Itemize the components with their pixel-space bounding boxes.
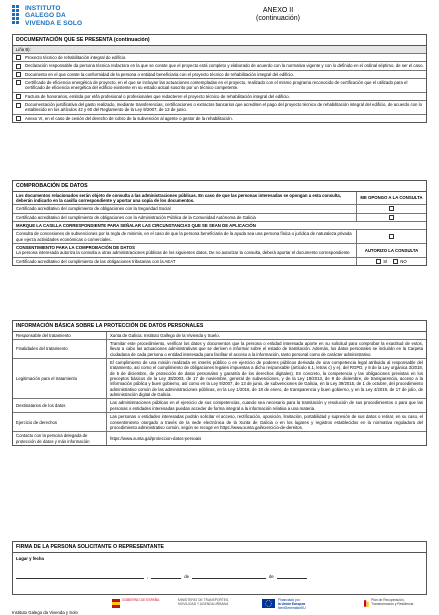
no-label: NO xyxy=(400,258,407,264)
place-date-label: Lugar y fecha xyxy=(16,555,44,561)
doc-item-text: Declaración responsable da persona técnica redactora en la que se conste que el proyecto está completo y elaborado de acuerdo con la normativa vigente y con lo definido en el ordinal séptimo, de ser el caso. xyxy=(25,63,424,69)
doc-checkbox[interactable] xyxy=(16,80,21,85)
recovery-plan-icon xyxy=(364,599,369,608)
line-label: Liña B): xyxy=(16,46,31,52)
consent-row xyxy=(13,244,426,258)
mark-item xyxy=(13,230,426,244)
eu-flag-icon xyxy=(262,599,275,608)
privacy-label: Destinatarios de los datos xyxy=(13,399,107,412)
recovery-plan-logo xyxy=(364,599,427,608)
oppose-checkbox[interactable] xyxy=(389,206,394,211)
doc-checkbox[interactable] xyxy=(16,94,21,99)
yes-label: SÍ xyxy=(383,258,388,264)
privacy-value: El cumplimiento de una misión realizada en interés público o en ejercicio de poderes públicos derivada de una competencia legal atribuida al responsable del tratamiento, así como el cumplimiento de obligaciones legales impuestas a dicho responsable (artículo 6.1, letras c) y e), del RGPD, y 8 de la Ley orgánica 3/2018, de 5 de diciembre, de protección de datos personales y garantía de los derechos digitales). En concreto, la competencia y las obligaciones previstas en los preceptos básicos de la Ley 38/2003, de 17 de noviembre, general de subvenciones, y de la Ley 19/2013, de 9 de diciembre, de transparencia, acceso a la información pública y buen gobierno, así como en la Ley 9/2007, de 13 de junio, de subvenciones de Galicia, en la Ley 39/2015, de 1 de octubre, del procedimiento administrativo común de las administraciones públicas, en la Ley 1/2016, de 18 de enero, de transparencia y buen gobierno, y en la Ley 4/2019, de 17 de julio, de administración digital de Galicia. xyxy=(110,359,423,398)
logo-line: GALEGO DA xyxy=(25,12,66,20)
privacy-label: Contacto con la persona delegada de protección de datos y más información xyxy=(13,432,107,445)
eu-text: NextGenerationEU xyxy=(278,605,306,610)
de-label: de xyxy=(268,573,274,579)
verification-title: COMPROBACIÓN DE DATOS xyxy=(13,181,426,192)
place-field[interactable] xyxy=(16,571,144,579)
consent-title: CONSENTIMIENTO PARA LA COMPROBACIÓN DE DATOS xyxy=(16,245,135,251)
documentation-title: DOCUMENTACIÓN QUE SE PRESENTA (continuación) xyxy=(13,35,426,46)
privacy-value: Las administraciones públicas en el ejercicio de sus competencias, cuando sea necesario para la tramitación y resolución de sus procedimientos o para que las personas o entidades interesadas puedan acceder de forma integral a la información relativa a una materia. xyxy=(110,400,423,411)
privacy-section xyxy=(12,320,427,446)
privacy-title: INFORMACIÓN BÁSICA SOBRE LA PROTECCIÓN DE DATOS PERSONALES xyxy=(13,321,426,332)
doc-checkbox[interactable] xyxy=(16,116,21,121)
eu-logo xyxy=(262,599,332,610)
mark-checkbox[interactable] xyxy=(389,234,394,239)
privacy-row xyxy=(13,359,426,400)
privacy-row xyxy=(13,432,426,445)
annex-title: ANEXO II xyxy=(262,7,294,14)
doc-item xyxy=(13,54,426,62)
doc-item-text: Anexo VI, en el caso de cesión del derecho de cobro de la subvención al agente o gestor de la rehabilitación. xyxy=(25,115,233,121)
coat-of-arms-icon xyxy=(112,599,120,608)
privacy-value: Xunta de Galicia. Instituto Gallego de la Vivienda y Suelo. xyxy=(110,332,220,338)
logo-line: INSTITUTO xyxy=(25,5,61,12)
doc-item-text: Proxecto técnico de rehabilitación integral do edificio. xyxy=(25,54,127,60)
verification-item-text: Certificado acreditativo del cumplimiento de obligaciones con la Administración Pública de la Comunidad Autónoma de Galicia xyxy=(16,214,256,220)
oppose-checkbox[interactable] xyxy=(389,215,394,220)
mark-title-row xyxy=(13,222,426,230)
logo-mark-icon xyxy=(12,5,22,27)
verification-item xyxy=(13,205,426,213)
line-label-row xyxy=(13,46,426,54)
no-checkbox[interactable] xyxy=(393,259,398,264)
signature-section xyxy=(12,541,427,595)
privacy-label: Responsable del tratamiento xyxy=(13,332,107,339)
eu-text: Financiado por xyxy=(278,598,300,602)
doc-item-text: Documento en el que conste la conformidad de la persona o entidad beneficiaria con el proyecto técnico de rehabilitación integral del edificio. xyxy=(25,71,294,77)
privacy-row xyxy=(13,332,426,340)
yes-checkbox[interactable] xyxy=(376,259,381,264)
mark-item-text: Consulta de concesiones de subvenciones por la regla de minimis, en el caso de que la persona beneficiaria de la ayuda sea una persona física o jurídica de naturaleza privada que ejerza actividades económicas o comerciales. xyxy=(16,231,352,242)
aeat-text: Certificado acreditativo del cumplimiento de las obligaciones tributarias con la AEAT xyxy=(16,258,176,264)
doc-item xyxy=(13,79,426,93)
privacy-value: Tramitar este procedimiento, verificar los datos y documentos que la persona o entidad interesada aporte en su solicitud para comprobar la exactitud de estos, llevar a cabo las actuaciones administrativas que se deriven e informar sobre el estado de tramitación. Además, los datos personales se incluirán en la Carpeta ciudadana de cada persona o entidad interesada para facilitar el acceso a la información, tanto personal como de carácter administrativo. xyxy=(110,340,423,357)
verification-intro: Los documentos relacionados serán objeto de consulta a las administraciones públicas. En caso de que las personas interesadas se opongan a esta consulta, deberán indicarlo en la casilla correspondiente y aportar una copia de los documentos. xyxy=(16,192,341,203)
annex-heading xyxy=(248,7,308,23)
spain-gov-text: GOBIERNO DE ESPAÑA xyxy=(122,598,160,602)
month-field[interactable] xyxy=(192,571,266,579)
verification-section xyxy=(12,180,427,266)
aeat-row xyxy=(13,258,426,265)
privacy-row xyxy=(13,413,426,432)
privacy-row xyxy=(13,399,426,413)
doc-item-text: Certificado de eficiencia energética de proyecto, en el que se incluyan las actuaciones contempladas en el proyecto, realizado con el mismo programa reconocido de certificación que el utilizado para el certificado de eficiencia energética del edificio existente en su estado actual suscrito por un técnico competente. xyxy=(25,79,408,91)
recovery-plan-text: Plan de Recuperación, Transformación y Resiliencia xyxy=(371,598,414,606)
verification-item-text: Certificado acreditativo del cumplimiento de obligaciones con la Seguridad Social xyxy=(16,206,171,212)
doc-item xyxy=(13,93,426,101)
verification-item xyxy=(13,214,426,222)
doc-checkbox[interactable] xyxy=(16,103,21,108)
doc-item xyxy=(13,62,426,70)
authorize-header: AUTORIZO LA CONSULTA xyxy=(356,244,426,257)
header xyxy=(12,4,427,30)
annex-subtitle: (continuación) xyxy=(256,15,300,22)
doc-checkbox[interactable] xyxy=(16,72,21,77)
de-label: de xyxy=(184,573,189,579)
privacy-link[interactable]: https://www.xunta.gal/proteccion-datos-persoais xyxy=(110,435,202,441)
footer-note: Instituto Galego da Vivenda y Solo xyxy=(12,610,78,615)
eu-text: la Unión Europea xyxy=(278,601,306,606)
logo-line: VIVENDA E SOLO xyxy=(25,19,83,27)
privacy-label: Ejercicio de derechos xyxy=(13,413,107,431)
signature-title: FIRMA DE LA PERSONA SOLICITANTE O REPRESENTANTE xyxy=(13,542,426,553)
mark-title: MARQUE LA CASILLA CORRESPONDIENTE PARA SEÑALAR LAS CIRCUNSTANCIAS QUE SE SEAN DE APLICACIÓN xyxy=(16,222,256,228)
place-date-fields xyxy=(13,561,426,579)
doc-item-text: Documentación justificativa del gasto realizado, mediante transferencias, certificaciones o extractos bancarios que acrediten el pago del proyecto técnico de rehabilitación integral del edificio, de acuerdo con lo establecido en los artículos 42 y 60 del Reglamento de la Ley 9/2007, de 13 de junio. xyxy=(25,102,422,113)
year-field[interactable] xyxy=(277,571,307,579)
privacy-value: Las personas o entidades interesadas podrán solicitar el acceso, rectificación, oposición, limitación, portabilidad y supresión de sus datos o retirar, en su caso, el consentimiento otorgado a través de la sede electrónica de la Xunta de Galicia o en los lugares y registros establecidos en la normativa reguladora del procedimiento administrativo común, según se recoge en https://www.xunta.gal/exercicio-de-dereitos. xyxy=(110,414,423,430)
doc-item xyxy=(13,115,426,122)
igvs-logo xyxy=(12,4,120,30)
day-field[interactable] xyxy=(151,571,181,579)
verification-intro-row xyxy=(13,192,426,206)
consent-text: La persona interesada autoriza la consulta a otras administraciones públicas de los siguientes datos. De no autorizar la consulta, deberá aportar el documento correspondiente xyxy=(16,250,350,256)
spain-gov-logo xyxy=(112,599,172,608)
doc-item xyxy=(13,101,426,115)
comma-sep: , xyxy=(147,573,149,579)
privacy-label: Finalidades del tratamiento xyxy=(13,340,107,358)
doc-item xyxy=(13,71,426,79)
doc-item-text: Factura de honorarios, emitida por el/la profesional o profesionales que redacteren el proyecto técnico de rehabilitación integral del edificio. xyxy=(25,93,290,99)
privacy-row xyxy=(13,340,426,359)
documentation-section xyxy=(12,34,427,123)
doc-checkbox[interactable] xyxy=(16,64,21,69)
footer xyxy=(12,597,427,615)
ministry-logo: MINISTERIO DE TRANSPORTES, MOVILIDAD Y AGENDA URBANA xyxy=(178,598,230,606)
doc-checkbox[interactable] xyxy=(16,55,21,60)
privacy-label: Legitimación para el tratamiento xyxy=(13,359,107,399)
oppose-header: ME OPONGO A LA CONSULTA xyxy=(356,192,426,205)
